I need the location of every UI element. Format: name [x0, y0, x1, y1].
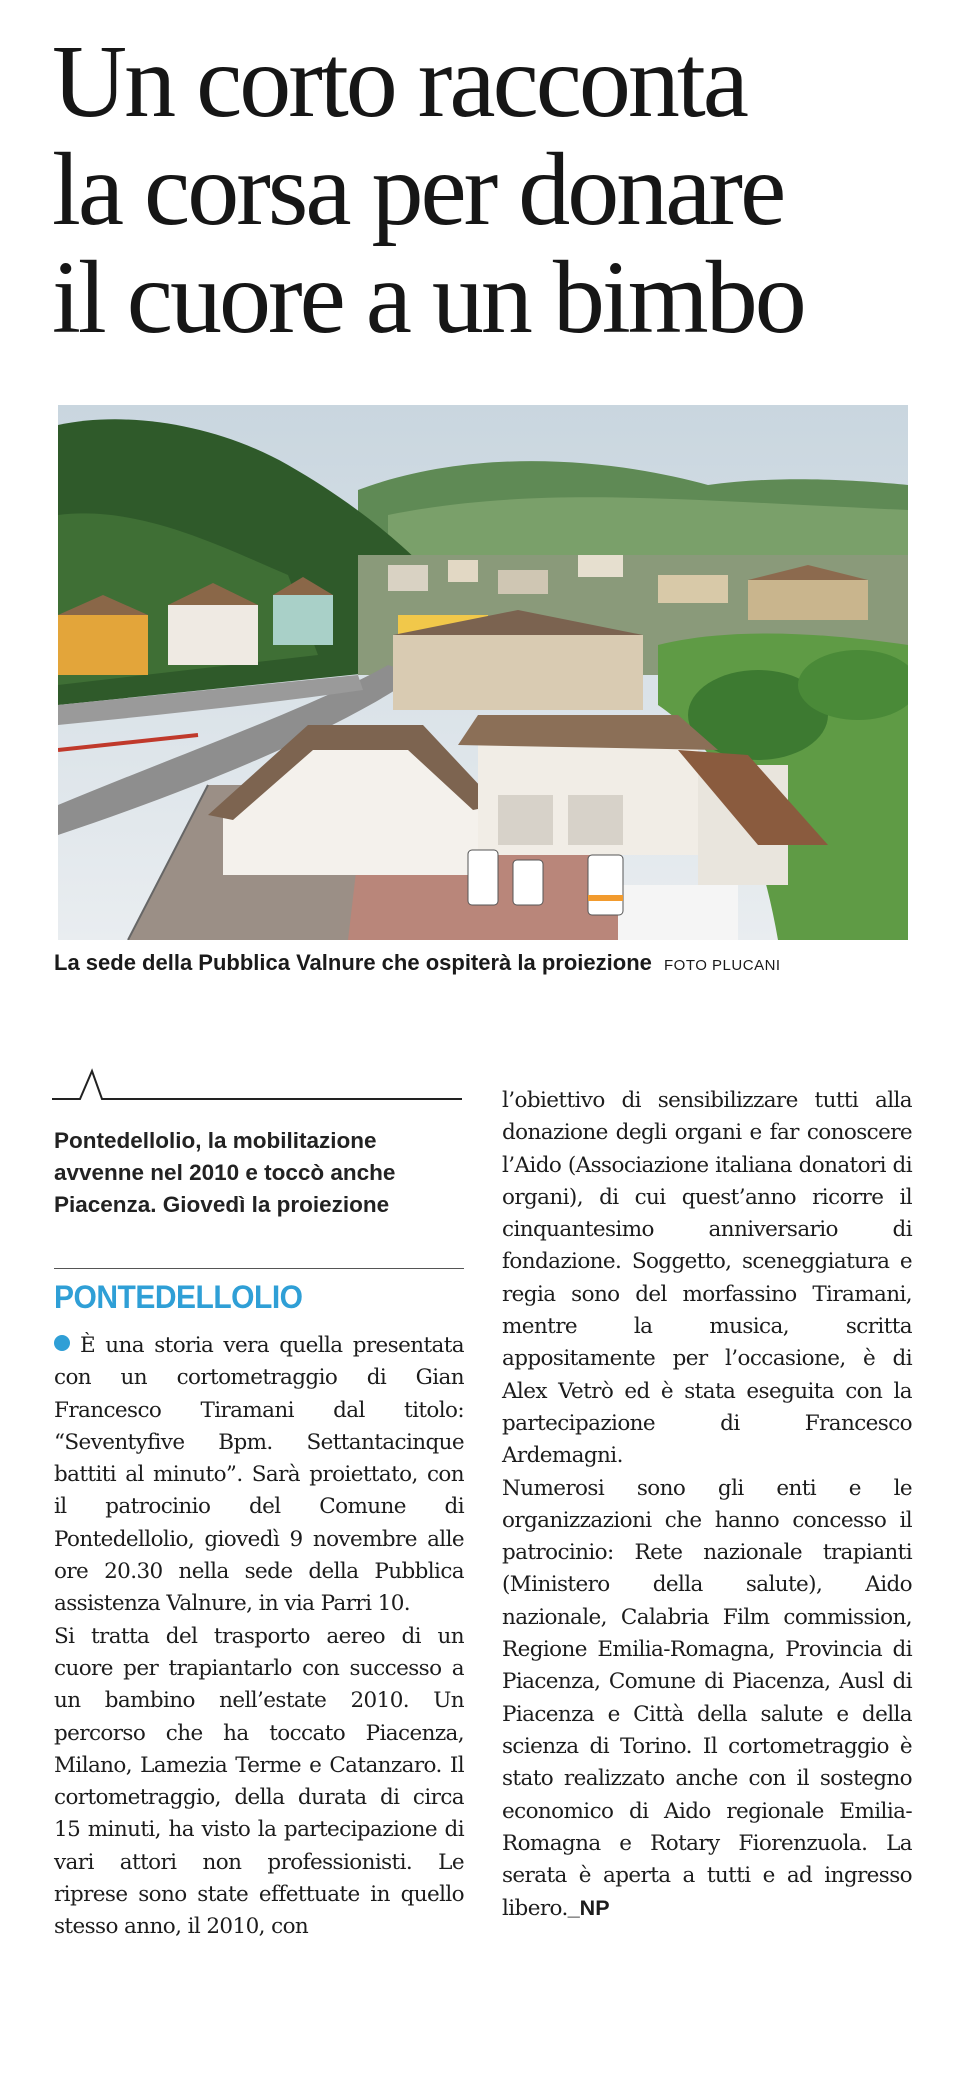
body-column-left: [54, 1330, 464, 1944]
aerial-photo-illustration: [58, 405, 908, 940]
section-ornament-icon: [52, 1065, 462, 1105]
summary: Pontedellolio, la mobilitazione avvenne nel 2010 e toccò anche Piacenza. Giovedì la proiezione: [54, 1128, 396, 1217]
divider: [54, 1268, 464, 1269]
body-paragraph-2: Si tratta del trasporto aereo di un cuore per trapiantarlo con successo a un bambino nell’estate 2010. Un percorso che ha toccato Piacenza, Milano, Lamezia Terme e Catanzaro. Il cortometraggio, della durata di circa 15 minuti, ha visto la partecipazione di vari attori non professionisti. Le riprese sono state effettuate in quello stesso anno, il 2010, con: [54, 1623, 464, 1940]
body-column-right: [502, 1085, 912, 1926]
body-paragraph-4: [502, 1473, 912, 1926]
headline: [52, 24, 932, 355]
body-paragraph-1: [54, 1330, 464, 1621]
headline-line-1: Un corto racconta: [52, 24, 746, 139]
bullet-icon: [54, 1335, 70, 1351]
kicker: PONTEDELLOLIO: [54, 1280, 303, 1316]
photo-credit: FOTO PLUCANI: [664, 957, 781, 974]
headline-line-2: la corsa per donare: [52, 132, 784, 247]
author-signature: _NP: [567, 1896, 610, 1921]
photo-caption: [54, 950, 934, 976]
body-paragraph-1-text: È una storia vera quella presentata con un cortometraggio di Gian Francesco Tiramani dal titolo: “Seventyfive Bpm. Settantacinque battiti al minuto”. Sarà proiettato, con il patrocinio del Comune di Pontedellolio, giovedì 9 novembre alle ore 20.30 nella sede della Pubblica assistenza Valnure, in via Parri 10.: [54, 1333, 464, 1617]
headline-line-3: il cuore a un bimbo: [52, 240, 804, 355]
body-paragraph-3: l’obiettivo di sensibilizzare tutti alla donazione degli organi e far conoscere l’Aido (Associazione italiana donatori di organi), di cui quest’anno ricorre il cinquantesimo anniversario di fondazione. Soggetto, sceneggiatura e regia sono del morfassino Tiramani, mentre la musica, scritta appositamente per l’occasione, è di Alex Vetrò ed è stata eseguita con la partecipazione di Francesco Ardemagni.: [502, 1088, 912, 1469]
caption-text: La sede della Pubblica Valnure che ospiterà la proiezione: [54, 950, 652, 975]
article-photo: [58, 405, 908, 940]
body-paragraph-4-text: Numerosi sono gli enti e le organizzazioni che hanno concesso il patrocinio: Rete nazionale trapianti (Ministero della salute), Aido nazionale, Calabria Film commission, Regione Emilia-Romagna, Provincia di Piacenza, Comune di Piacenza, Ausl di Piacenza e Città della salute e della scienza di Torino. Il cortometraggio è stato realizzato anche con il sostegno economico di Aido regionale Emilia-Romagna e Rotary Fiorenzuola. La serata è aperta a tutti e ad ingresso libero.: [502, 1475, 912, 1922]
